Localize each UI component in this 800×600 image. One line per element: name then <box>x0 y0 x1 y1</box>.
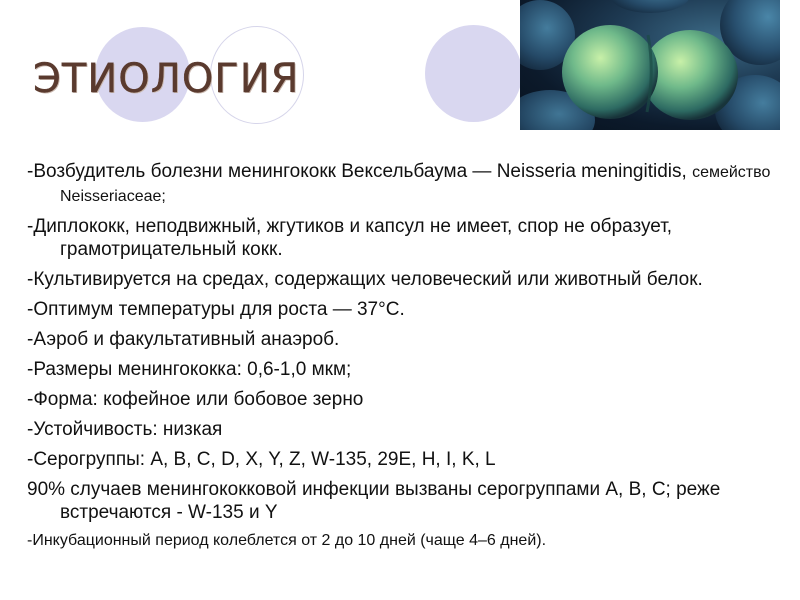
decorative-circle-filled-right <box>425 25 522 122</box>
list-item: -Размеры менингококка: 0,6-1,0 мкм; <box>27 359 352 380</box>
meningococcus-micrograph-image <box>520 0 780 130</box>
list-item: -Форма: кофейное или бобовое зерно <box>27 389 364 410</box>
slide-body <box>27 160 782 558</box>
list-item: -Аэроб и факультативный анаэроб. <box>27 329 340 350</box>
list-item: 90% случаев менингококковой инфекции вызваны серогруппами A, B, C; реже встречаются - W-135 и Y <box>27 479 721 523</box>
list-item: -Инкубационный период колеблется от 2 до 10 дней (чаще 4–6 дней). <box>27 532 547 549</box>
slide-title: ЭТИОЛОГИЯ <box>33 56 300 102</box>
bacteria-photo <box>520 0 780 130</box>
list-item: -Культивируется на средах, содержащих человеческий или животный белок. <box>27 269 703 290</box>
list-item: -Серогруппы: A, B, C, D, X, Y, Z, W-135, 29E, H, I, K, L <box>27 449 496 470</box>
list-item: -Оптимум температуры для роста — 37°C. <box>27 299 405 320</box>
list-item: -Устойчивость: низкая <box>27 419 223 440</box>
list-item: -Возбудитель болезни менингококк Вексельбаума — Neisseria meningitidis, семейство Neisseriaceae; <box>27 161 771 205</box>
list-item: -Диплококк, неподвижный, жгутиков и капсул не имеет, спор не образует, грамотрицательный кокк. <box>27 216 673 260</box>
